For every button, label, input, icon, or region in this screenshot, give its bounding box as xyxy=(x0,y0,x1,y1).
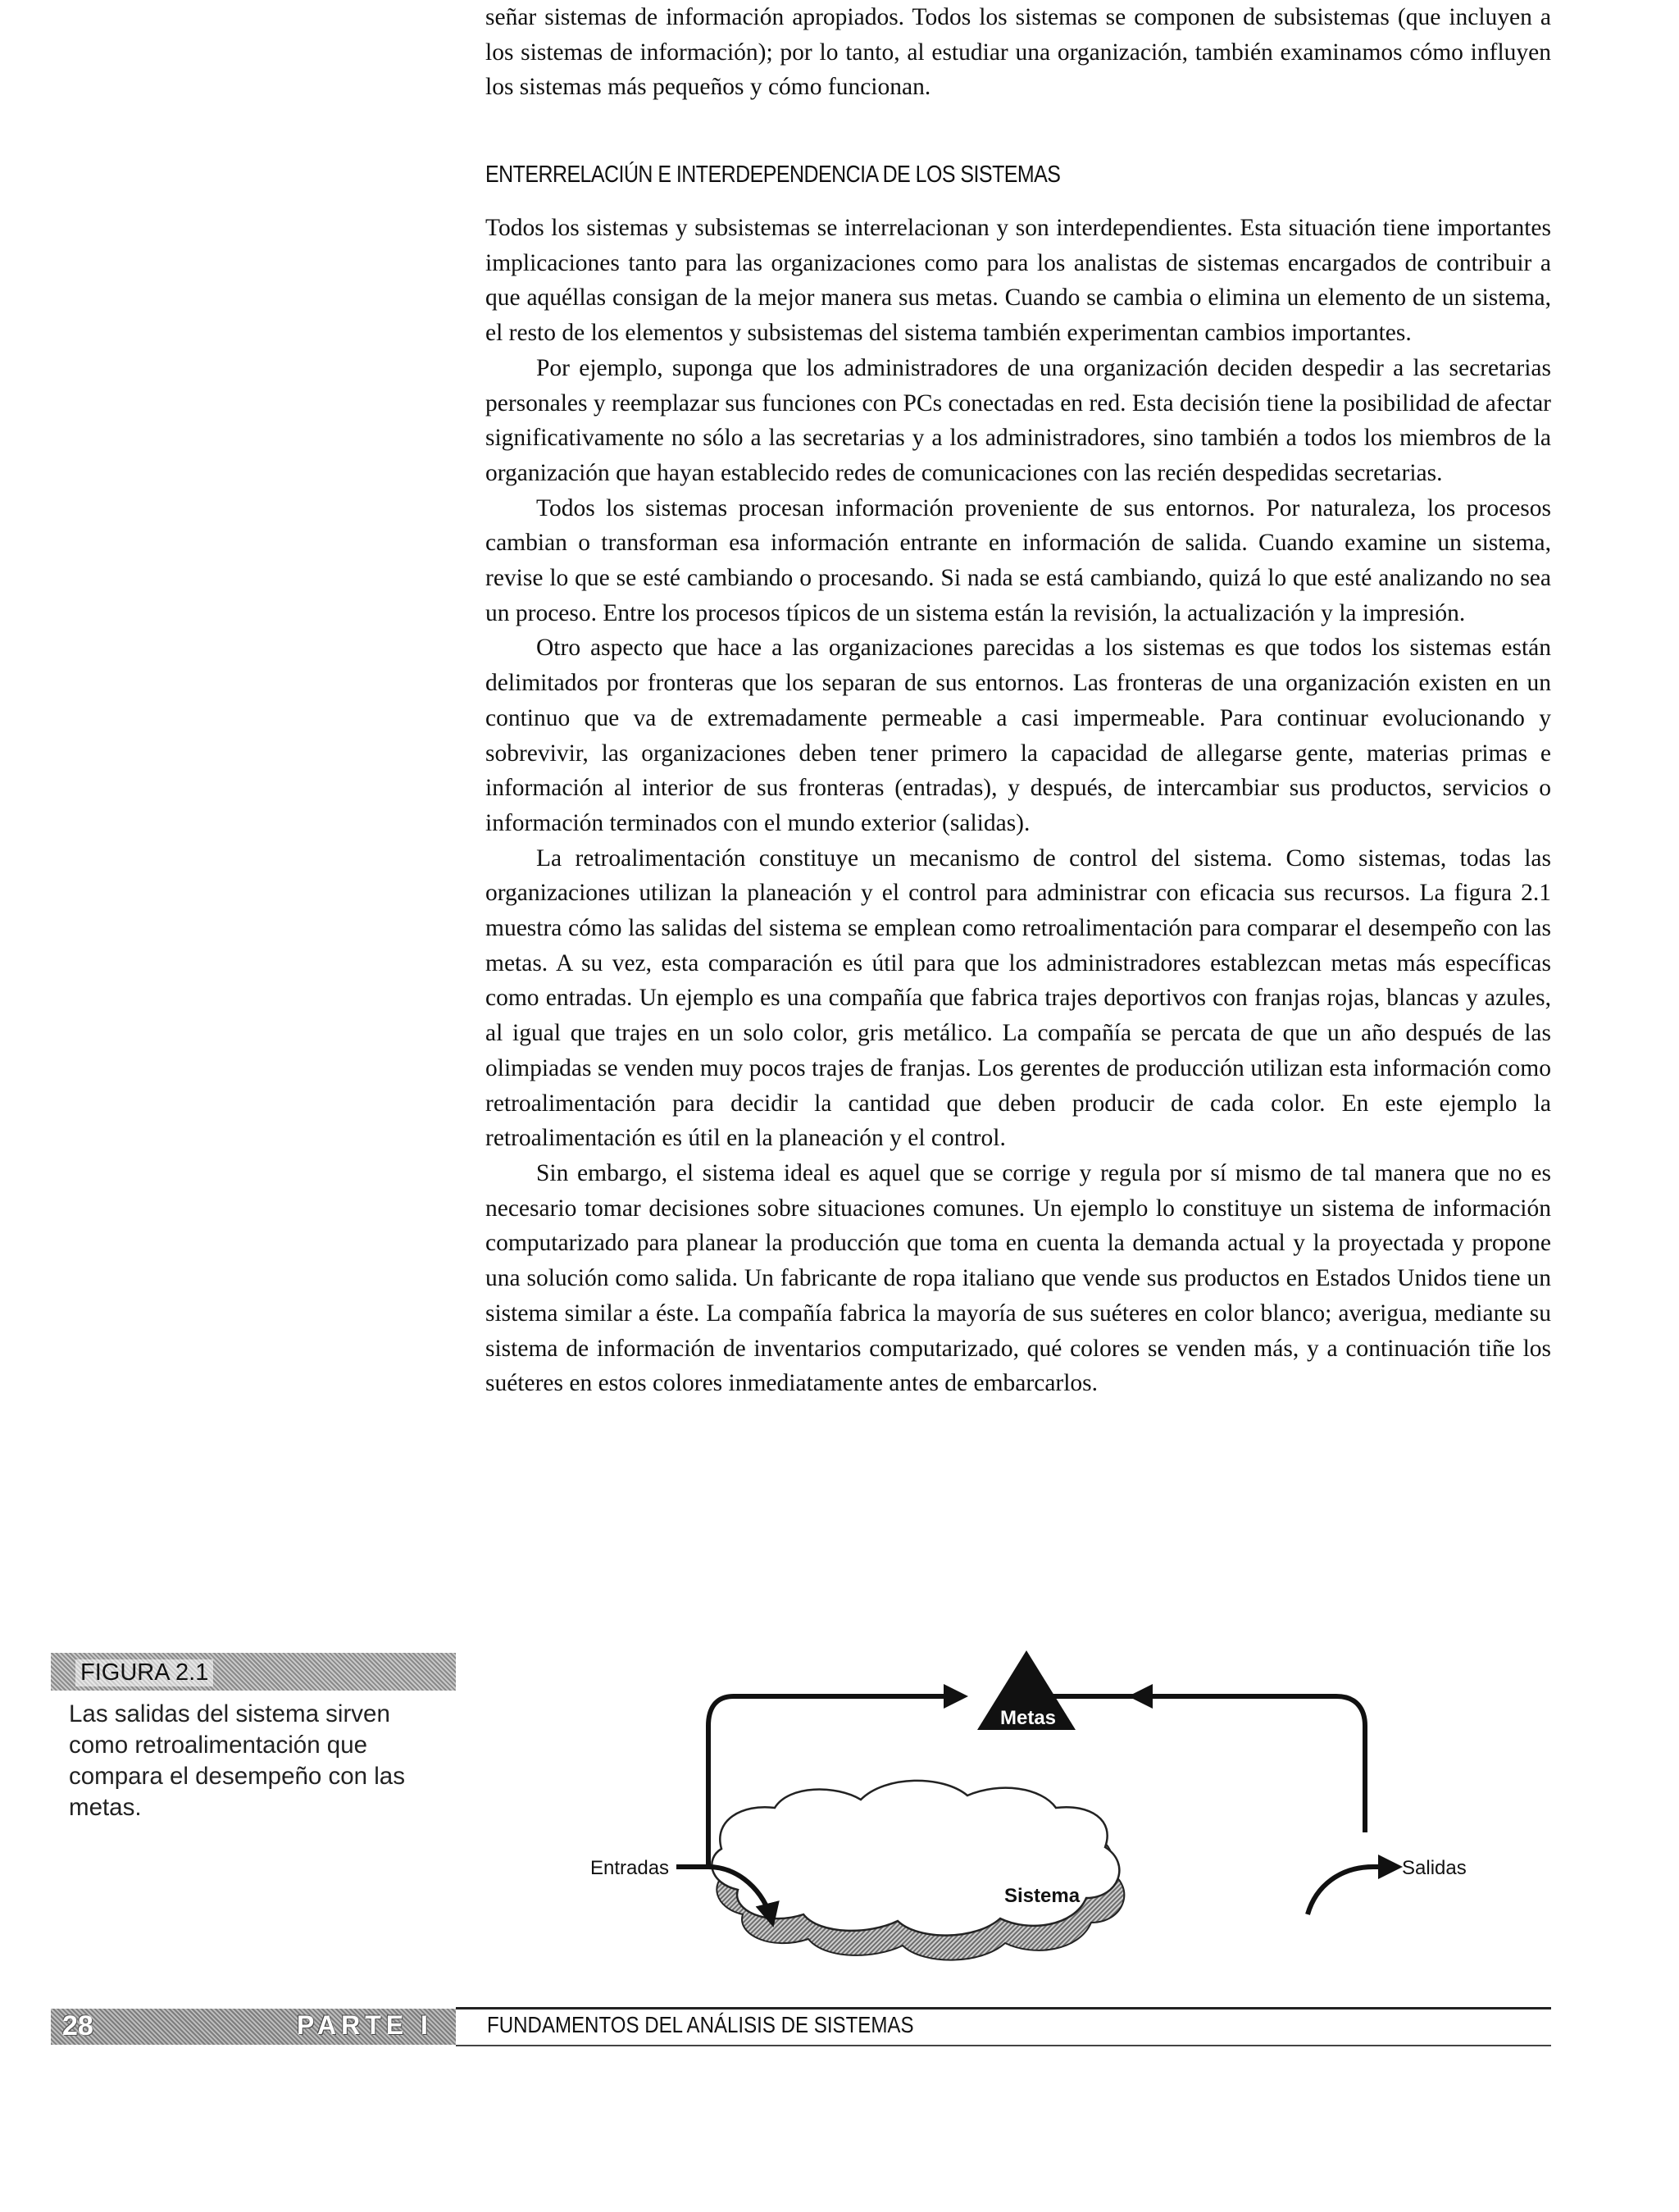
output-arrow xyxy=(1308,1867,1398,1914)
system-cloud xyxy=(712,1781,1124,1960)
intro-paragraph: señar sistemas de información apropiados. Todos los sistemas se componen de subsistemas (que incluyen a los sistemas de información); por lo tanto, al estudiar una organización, también examinamos cómo influyen los sistemas más pequeños y cómo funcionan. xyxy=(485,4,1551,101)
body-column xyxy=(485,0,1551,105)
footer-title: FUNDAMENTOS DEL ANÁLISIS DE SISTEMAS xyxy=(487,2012,914,2037)
input-label: Entradas xyxy=(590,1857,670,1879)
system-cloud-shape xyxy=(712,1781,1119,1936)
goals-node xyxy=(977,1650,1076,1730)
footer-part-bar xyxy=(51,2009,456,2045)
figure-caption xyxy=(51,1653,456,1829)
feedback-return-line xyxy=(1045,1696,1365,1832)
paragraph-4: Otro aspecto que hace a las organizaciones parecidas a los sistemas es que todos los sistemas están delimitados por fronteras que los separan de sus entornos. Las fronteras de una organización existen en un continuo que va de extremadamente permeable a casi impermeable. Para continuar evolucionando y sobrevivir, las organizaciones deben tener primero la capacidad de allegarse gente, materias primas e información al interior de sus fronteras (entradas), y después, de intercambiar sus productos, servicios o información terminados con el mundo exterior (salidas). xyxy=(485,635,1551,836)
footer-rule-top xyxy=(456,2007,1551,2009)
part-label: PARTE I xyxy=(297,2010,433,2040)
figure-label-bar xyxy=(51,1653,456,1691)
figure-caption-text: Las salidas del sistema sirven como retroalimentación que compara el desempeño con las metas. xyxy=(69,1700,405,1821)
system-label: Sistema xyxy=(1004,1885,1081,1907)
footer-rule-bottom xyxy=(456,2045,1551,2046)
output-label: Salidas xyxy=(1402,1857,1467,1879)
feedback-diagram xyxy=(574,1644,1492,1988)
paragraph-5: La retroalimentación constituye un mecanismo de control del sistema. Como sistemas, todas las organizaciones utilizan la planeación y el control para administrar con eficacia sus recursos. La figura 2.1 muestra cómo las salidas del sistema se emplean como retroalimentación para comparar el desempeño con las metas. A su vez, esta comparación es útil para que los administradores establezcan metas más específicas como entradas. Un ejemplo es una compañía que fabrica trajes deportivos con franjas rojas, blancas y azules, al igual que trajes en un solo color, gris metálico. La compañía se percata de que un año después de las olimpiadas se venden muy pocos trajes de franjas. Los gerentes de producción utilizan esta información como retroalimentación para decidir la cantidad que deben producir de cada color. En este ejemplo la retroalimentación es útil en la planeación y el control. xyxy=(485,844,1551,1152)
goals-label: Metas xyxy=(999,1707,1057,1729)
page-number: 28 xyxy=(62,2010,93,2041)
paragraph-3: Todos los sistemas procesan información proveniente de sus entornos. Por naturaleza, los procesos cambian o transforman esa información entrante en información de salida. Cuando examine un sistema, revise lo que se esté cambiando o procesando. Si nada se está cambiando, quizá lo que esté analizando no sea un proceso. Entre los procesos típicos de un sistema están la revisión, la actualización y la impresión. xyxy=(485,494,1551,626)
figure-label: FIGURA 2.1 xyxy=(75,1659,213,1686)
paragraph-2: Por ejemplo, suponga que los administradores de una organización deciden despedir a las secretarias personales y reemplazar sus funciones con PCs conectadas en red. Esta decisión tiene la posibilidad de afectar significativamente no sólo a las secretarias y a los administradores, sino también a todos los miembros de la organización que hayan establecido redes de comunicaciones con las recién despedidas secretarias. xyxy=(485,354,1551,486)
paragraph-6: Sin embargo, el sistema ideal es aquel que se corrige y regula por sí mismo de tal manera que no es necesario tomar decisiones sobre situaciones comunes. Un ejemplo lo constituye un sistema de información computarizado para planear la producción que toma en cuenta la demanda actual y la proyectada y propone una solución como salida. Un fabricante de ropa italiano que vende sus productos en Estados Unidos tiene un sistema similar a éste. La compañía fabrica la mayoría de sus suéteres en color blanco; averigua, mediante su sistema de información de inventarios computarizado, qué colores se venden más, y a continuación tiñe los suéteres en estos colores inmediatamente antes de embarcarlos. xyxy=(485,1159,1551,1397)
section-body xyxy=(485,211,1551,1401)
section-heading: ENTERRELACIÚN E INTERDEPENDENCIA DE LOS SISTEMAS xyxy=(485,162,1061,188)
paragraph-1: Todos los sistemas y subsistemas se interrelacionan y son interdependientes. Esta situación tiene importantes implicaciones tanto para las organizaciones como para los analistas de sistemas encargados de contribuir a que aquéllas consigan de la mejor manera sus metas. Cuando se cambia o elimina un elemento de un sistema, el resto de los elementos y subsistemas del sistema también experimentan cambios importantes. xyxy=(485,215,1551,347)
